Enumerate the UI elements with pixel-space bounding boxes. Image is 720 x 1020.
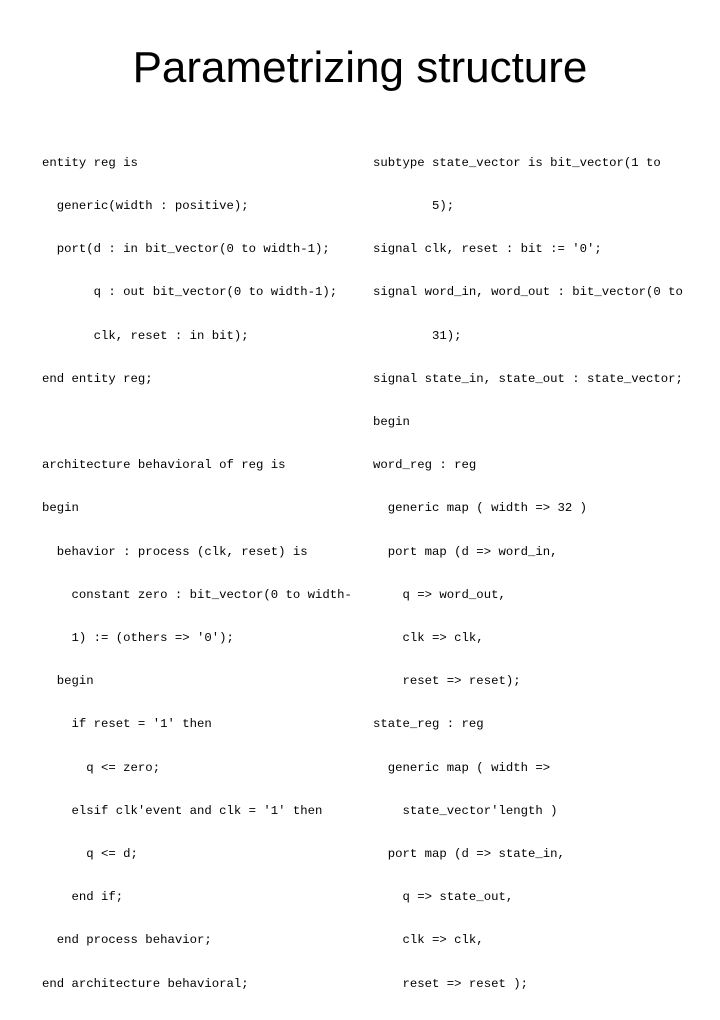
code-line: q => word_out, <box>373 587 506 602</box>
code-line: end entity reg; <box>42 371 153 386</box>
code-line: reset => reset); <box>373 674 521 689</box>
code-line: 5); <box>373 199 455 214</box>
code-line: reset => reset ); <box>373 976 528 991</box>
code-line: constant zero : bit_vector(0 to width- <box>42 587 352 602</box>
code-line: q : out bit_vector(0 to width-1); <box>42 285 338 300</box>
code-line: clk => clk, <box>373 631 484 646</box>
code-line: architecture behavioral of reg is <box>42 458 286 473</box>
code-line: q => state_out, <box>373 890 514 905</box>
code-line: 1) := (others => '0'); <box>42 631 234 646</box>
code-line: end architecture behavioral; <box>42 976 249 991</box>
code-line: port map (d => state_in, <box>373 847 565 862</box>
code-line: q <= zero; <box>42 760 161 775</box>
code-line: signal word_in, word_out : bit_vector(0 to <box>373 285 683 300</box>
code-line: begin <box>373 415 410 430</box>
code-line: signal state_in, state_out : state_vector; <box>373 371 683 386</box>
code-line: generic map ( width => 32 ) <box>373 501 588 516</box>
code-line: elsif clk'event and clk = '1' then <box>42 803 323 818</box>
code-line: q <= d; <box>42 847 138 862</box>
code-line: signal clk, reset : bit := '0'; <box>373 242 602 257</box>
code-line: port map (d => word_in, <box>373 544 558 559</box>
code-line: end process behavior; <box>42 933 212 948</box>
code-line: generic(width : positive); <box>42 199 249 214</box>
code-line: entity reg is <box>42 155 138 170</box>
code-line: subtype state_vector is bit_vector(1 to <box>373 155 661 170</box>
code-line: state_vector'length ) <box>373 803 558 818</box>
code-line: begin <box>42 674 94 689</box>
left-code-block <box>42 127 352 1020</box>
code-line: 31); <box>373 328 462 343</box>
right-code-block <box>373 127 683 1020</box>
code-line: clk => clk, <box>373 933 484 948</box>
code-line: if reset = '1' then <box>42 717 212 732</box>
code-line: behavior : process (clk, reset) is <box>42 544 308 559</box>
code-line: clk, reset : in bit); <box>42 328 249 343</box>
code-line: state_reg : reg <box>373 717 484 732</box>
slide-title: Parametrizing structure <box>132 43 588 92</box>
code-line: begin <box>42 501 79 516</box>
code-line: end if; <box>42 890 124 905</box>
code-blank-line <box>42 415 352 429</box>
code-line: port(d : in bit_vector(0 to width-1); <box>42 242 330 257</box>
code-line: word_reg : reg <box>373 458 477 473</box>
code-line: generic map ( width => <box>373 760 551 775</box>
